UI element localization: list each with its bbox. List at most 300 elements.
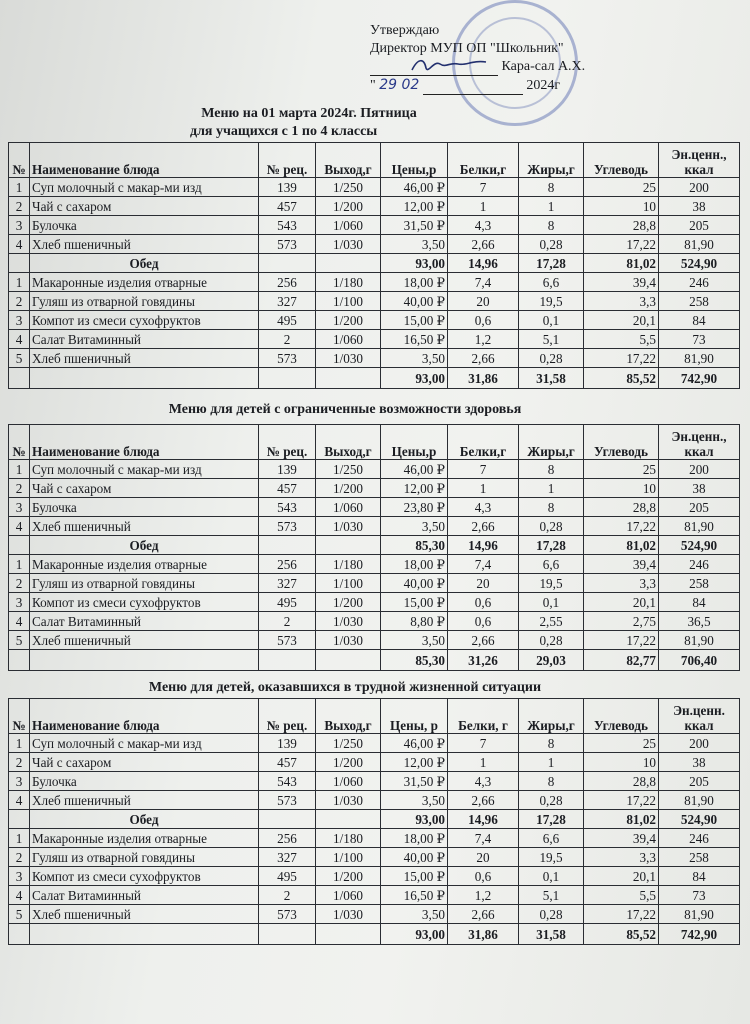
cell-yield: 1/180 xyxy=(316,829,381,848)
cell-fat: 1 xyxy=(519,753,584,772)
cell-num: 4 xyxy=(9,235,30,254)
header-name: Наименование блюда xyxy=(30,143,259,178)
table-row xyxy=(9,829,740,848)
table-row xyxy=(9,867,740,886)
cell-recipe: 495 xyxy=(259,867,316,886)
cell-price: 15,00 ₽ xyxy=(381,311,448,330)
cell-yield: 1/100 xyxy=(316,292,381,311)
cell-num xyxy=(9,650,30,671)
cell-kcal: 81,90 xyxy=(659,905,740,924)
cell-recipe: 2 xyxy=(259,886,316,905)
cell-carbs: 3,3 xyxy=(584,292,659,311)
cell-fat: 5,1 xyxy=(519,886,584,905)
cell-carbs: 10 xyxy=(584,753,659,772)
table-row xyxy=(9,753,740,772)
header-row xyxy=(9,699,740,734)
table-row xyxy=(9,555,740,574)
cell-num: 2 xyxy=(9,479,30,498)
header-protein: Белки, г xyxy=(448,699,519,734)
cell-carbs: 25 xyxy=(584,460,659,479)
cell-kcal: 258 xyxy=(659,292,740,311)
header-price: Цены,р xyxy=(381,425,448,460)
header-carbs: Углеводь xyxy=(584,143,659,178)
cell-protein: 4,3 xyxy=(448,216,519,235)
cell-carbs: 39,4 xyxy=(584,273,659,292)
table-row xyxy=(9,311,740,330)
cell-num: 3 xyxy=(9,867,30,886)
cell-yield xyxy=(316,368,381,389)
cell-kcal: 38 xyxy=(659,753,740,772)
cell-price: 12,00 ₽ xyxy=(381,753,448,772)
cell-recipe: 2 xyxy=(259,330,316,349)
cell-name: Булочка xyxy=(30,772,259,791)
cell-recipe: 256 xyxy=(259,829,316,848)
cell-price: 3,50 xyxy=(381,631,448,650)
cell-fat: 29,03 xyxy=(519,650,584,671)
cell-name: Чай с сахаром xyxy=(30,479,259,498)
cell-carbs: 3,3 xyxy=(584,848,659,867)
cell-yield: 1/250 xyxy=(316,734,381,753)
cell-fat: 19,5 xyxy=(519,574,584,593)
cell-fat: 1 xyxy=(519,479,584,498)
cell-kcal: 246 xyxy=(659,829,740,848)
table-row xyxy=(9,460,740,479)
cell-fat: 17,28 xyxy=(519,810,584,829)
cell-num: 4 xyxy=(9,517,30,536)
cell-carbs: 20,1 xyxy=(584,593,659,612)
cell-num: 1 xyxy=(9,178,30,197)
cell-kcal: 742,90 xyxy=(659,368,740,389)
cell-carbs: 20,1 xyxy=(584,867,659,886)
cell-protein: 2,66 xyxy=(448,517,519,536)
cell-recipe xyxy=(259,924,316,945)
cell-kcal: 73 xyxy=(659,886,740,905)
table-row xyxy=(9,848,740,867)
cell-carbs: 85,52 xyxy=(584,924,659,945)
cell-recipe: 495 xyxy=(259,593,316,612)
cell-fat: 8 xyxy=(519,178,584,197)
header-price: Цены,р xyxy=(381,143,448,178)
cell-fat: 0,28 xyxy=(519,235,584,254)
cell-carbs: 81,02 xyxy=(584,536,659,555)
cell-protein: 0,6 xyxy=(448,593,519,612)
cell-price: 85,30 xyxy=(381,650,448,671)
cell-name: Салат Витаминный xyxy=(30,330,259,349)
table-row xyxy=(9,498,740,517)
cell-num: 4 xyxy=(9,612,30,631)
cell-fat: 19,5 xyxy=(519,848,584,867)
cell-protein: 2,66 xyxy=(448,905,519,924)
cell-name: Хлеб пшеничный xyxy=(30,631,259,650)
cell-price: 16,50 ₽ xyxy=(381,886,448,905)
menu-table xyxy=(8,698,740,945)
cell-num xyxy=(9,924,30,945)
cell-carbs: 82,77 xyxy=(584,650,659,671)
cell-yield: 1/250 xyxy=(316,460,381,479)
cell-name: Гуляш из отварной говядины xyxy=(30,292,259,311)
cell-yield: 1/060 xyxy=(316,498,381,517)
cell-num: 1 xyxy=(9,460,30,479)
cell-carbs: 17,22 xyxy=(584,349,659,368)
cell-kcal: 84 xyxy=(659,593,740,612)
header-carbs: Углеводь xyxy=(584,425,659,460)
table-row xyxy=(9,216,740,235)
cell-recipe: 139 xyxy=(259,460,316,479)
cell-num: 5 xyxy=(9,631,30,650)
cell-name: Суп молочный с макар-ми изд xyxy=(30,178,259,197)
cell-price: 93,00 xyxy=(381,368,448,389)
cell-kcal: 84 xyxy=(659,867,740,886)
cell-num: 2 xyxy=(9,574,30,593)
cell-recipe: 457 xyxy=(259,197,316,216)
approval-line-1: Утверждаю xyxy=(370,23,440,38)
cell-recipe: 573 xyxy=(259,517,316,536)
header-fat: Жиры,г xyxy=(519,425,584,460)
cell-carbs: 17,22 xyxy=(584,791,659,810)
cell-fat: 0,28 xyxy=(519,349,584,368)
cell-yield: 1/200 xyxy=(316,197,381,216)
subtotal-label xyxy=(30,368,259,389)
cell-recipe: 543 xyxy=(259,498,316,517)
cell-price: 15,00 ₽ xyxy=(381,867,448,886)
section-caption: Меню для детей, оказавшихся в трудной жизненной ситуации xyxy=(148,680,542,695)
cell-protein: 7,4 xyxy=(448,829,519,848)
header-fat: Жиры,г xyxy=(519,699,584,734)
subtotal-label: Обед xyxy=(30,254,259,273)
cell-protein: 0,6 xyxy=(448,612,519,631)
cell-carbs: 28,8 xyxy=(584,216,659,235)
cell-kcal: 258 xyxy=(659,848,740,867)
cell-yield: 1/060 xyxy=(316,886,381,905)
cell-kcal: 81,90 xyxy=(659,235,740,254)
cell-kcal: 524,90 xyxy=(659,536,740,555)
cell-kcal: 706,40 xyxy=(659,650,740,671)
cell-price: 3,50 xyxy=(381,791,448,810)
cell-name: Хлеб пшеничный xyxy=(30,791,259,810)
cell-yield xyxy=(316,650,381,671)
cell-recipe xyxy=(259,810,316,829)
cell-protein: 2,66 xyxy=(448,349,519,368)
cell-price: 23,80 ₽ xyxy=(381,498,448,517)
cell-num xyxy=(9,254,30,273)
cell-yield: 1/200 xyxy=(316,479,381,498)
cell-yield: 1/060 xyxy=(316,772,381,791)
table-row xyxy=(9,235,740,254)
header-num: № xyxy=(9,699,30,734)
cell-kcal: 524,90 xyxy=(659,810,740,829)
cell-protein: 31,26 xyxy=(448,650,519,671)
cell-protein: 20 xyxy=(448,848,519,867)
cell-kcal: 205 xyxy=(659,772,740,791)
header-name: Наименование блюда xyxy=(30,425,259,460)
cell-fat: 1 xyxy=(519,197,584,216)
cell-recipe xyxy=(259,650,316,671)
cell-name: Компот из смеси сухофруктов xyxy=(30,593,259,612)
cell-recipe: 2 xyxy=(259,612,316,631)
cell-yield: 1/200 xyxy=(316,311,381,330)
cell-kcal: 200 xyxy=(659,734,740,753)
cell-recipe: 139 xyxy=(259,178,316,197)
cell-protein: 7,4 xyxy=(448,555,519,574)
cell-recipe: 327 xyxy=(259,292,316,311)
cell-num xyxy=(9,810,30,829)
cell-protein: 20 xyxy=(448,292,519,311)
cell-fat: 0,28 xyxy=(519,517,584,536)
cell-name: Компот из смеси сухофруктов xyxy=(30,311,259,330)
cell-recipe: 573 xyxy=(259,791,316,810)
cell-protein: 4,3 xyxy=(448,772,519,791)
cell-recipe: 327 xyxy=(259,574,316,593)
header-price: Цены, р xyxy=(381,699,448,734)
cell-name: Суп молочный с макар-ми изд xyxy=(30,460,259,479)
cell-carbs: 81,02 xyxy=(584,254,659,273)
cell-num: 1 xyxy=(9,829,30,848)
total-row xyxy=(9,368,740,389)
cell-kcal: 38 xyxy=(659,197,740,216)
cell-kcal: 81,90 xyxy=(659,517,740,536)
cell-price: 3,50 xyxy=(381,905,448,924)
table-row xyxy=(9,178,740,197)
cell-yield: 1/030 xyxy=(316,517,381,536)
header-protein: Белки,г xyxy=(448,425,519,460)
cell-fat: 0,28 xyxy=(519,631,584,650)
table-row xyxy=(9,197,740,216)
cell-protein: 14,96 xyxy=(448,536,519,555)
cell-yield xyxy=(316,254,381,273)
cell-price: 15,00 ₽ xyxy=(381,593,448,612)
cell-yield: 1/180 xyxy=(316,273,381,292)
cell-recipe: 457 xyxy=(259,479,316,498)
cell-carbs: 17,22 xyxy=(584,631,659,650)
cell-protein: 7 xyxy=(448,178,519,197)
cell-num: 4 xyxy=(9,330,30,349)
table-row xyxy=(9,479,740,498)
cell-recipe: 573 xyxy=(259,235,316,254)
cell-kcal: 84 xyxy=(659,311,740,330)
cell-protein: 14,96 xyxy=(448,810,519,829)
menu-subtitle: для учащихся с 1 по 4 классы xyxy=(190,124,378,139)
cell-num: 1 xyxy=(9,273,30,292)
approval-year: 2024г xyxy=(526,78,561,93)
cell-yield: 1/030 xyxy=(316,612,381,631)
header-carbs: Углеводь xyxy=(584,699,659,734)
cell-protein: 7 xyxy=(448,460,519,479)
cell-name: Компот из смеси сухофруктов xyxy=(30,867,259,886)
table-row xyxy=(9,292,740,311)
cell-kcal: 258 xyxy=(659,574,740,593)
cell-num: 5 xyxy=(9,349,30,368)
menu-title: Меню на 01 марта 2024г. Пятница xyxy=(201,106,417,121)
cell-kcal: 246 xyxy=(659,555,740,574)
header-kcal: Эн.ценн., ккал xyxy=(659,143,740,178)
cell-protein: 2,66 xyxy=(448,235,519,254)
cell-fat: 0,1 xyxy=(519,867,584,886)
cell-yield xyxy=(316,924,381,945)
cell-kcal: 81,90 xyxy=(659,631,740,650)
cell-name: Булочка xyxy=(30,216,259,235)
cell-num: 1 xyxy=(9,555,30,574)
cell-recipe: 573 xyxy=(259,349,316,368)
cell-name: Суп молочный с макар-ми изд xyxy=(30,734,259,753)
cell-price: 93,00 xyxy=(381,254,448,273)
cell-protein: 31,86 xyxy=(448,924,519,945)
cell-num: 3 xyxy=(9,772,30,791)
cell-carbs: 10 xyxy=(584,479,659,498)
subtotal-label: Обед xyxy=(30,536,259,555)
cell-fat: 0,28 xyxy=(519,905,584,924)
cell-price: 46,00 ₽ xyxy=(381,734,448,753)
cell-price: 12,00 ₽ xyxy=(381,197,448,216)
subtotal-row xyxy=(9,254,740,273)
cell-yield: 1/060 xyxy=(316,216,381,235)
cell-carbs: 20,1 xyxy=(584,311,659,330)
cell-num: 3 xyxy=(9,311,30,330)
cell-fat: 31,58 xyxy=(519,924,584,945)
cell-price: 46,00 ₽ xyxy=(381,178,448,197)
cell-protein: 1,2 xyxy=(448,886,519,905)
cell-num: 2 xyxy=(9,753,30,772)
cell-price: 8,80 ₽ xyxy=(381,612,448,631)
cell-fat: 0,1 xyxy=(519,311,584,330)
cell-kcal: 81,90 xyxy=(659,791,740,810)
cell-yield: 1/060 xyxy=(316,330,381,349)
cell-fat: 0,1 xyxy=(519,593,584,612)
header-num: № xyxy=(9,425,30,460)
cell-name: Гуляш из отварной говядины xyxy=(30,848,259,867)
cell-num: 5 xyxy=(9,905,30,924)
header-recipe: № рец. xyxy=(259,143,316,178)
cell-carbs: 5,5 xyxy=(584,330,659,349)
cell-num: 3 xyxy=(9,593,30,612)
cell-num xyxy=(9,368,30,389)
table-row xyxy=(9,612,740,631)
subtotal-label xyxy=(30,924,259,945)
total-row xyxy=(9,650,740,671)
cell-kcal: 81,90 xyxy=(659,349,740,368)
cell-protein: 0,6 xyxy=(448,867,519,886)
cell-kcal: 742,90 xyxy=(659,924,740,945)
cell-price: 31,50 ₽ xyxy=(381,772,448,791)
cell-price: 40,00 ₽ xyxy=(381,574,448,593)
cell-carbs: 17,22 xyxy=(584,517,659,536)
table-row xyxy=(9,772,740,791)
header-kcal: Эн.ценн. ккал xyxy=(659,699,740,734)
cell-carbs: 85,52 xyxy=(584,368,659,389)
cell-fat: 6,6 xyxy=(519,555,584,574)
cell-num: 2 xyxy=(9,292,30,311)
cell-protein: 1 xyxy=(448,753,519,772)
cell-protein: 4,3 xyxy=(448,498,519,517)
cell-price: 40,00 ₽ xyxy=(381,292,448,311)
cell-recipe: 573 xyxy=(259,905,316,924)
cell-price: 93,00 xyxy=(381,924,448,945)
header-row xyxy=(9,425,740,460)
cell-carbs: 39,4 xyxy=(584,555,659,574)
cell-price: 93,00 xyxy=(381,810,448,829)
approval-block xyxy=(370,22,620,95)
cell-price: 85,30 xyxy=(381,536,448,555)
cell-num: 3 xyxy=(9,498,30,517)
cell-carbs: 17,22 xyxy=(584,905,659,924)
header-yield: Выход,г xyxy=(316,699,381,734)
menu-table xyxy=(8,142,740,389)
header-yield: Выход,г xyxy=(316,143,381,178)
subtotal-label: Обед xyxy=(30,810,259,829)
cell-yield: 1/030 xyxy=(316,905,381,924)
cell-kcal: 200 xyxy=(659,460,740,479)
total-row xyxy=(9,924,740,945)
table-row xyxy=(9,886,740,905)
cell-num: 3 xyxy=(9,216,30,235)
table-row xyxy=(9,791,740,810)
header-name: Наименование блюда xyxy=(30,699,259,734)
cell-num xyxy=(9,536,30,555)
cell-recipe: 543 xyxy=(259,772,316,791)
cell-name: Хлеб пшеничный xyxy=(30,517,259,536)
cell-recipe: 327 xyxy=(259,848,316,867)
cell-yield: 1/250 xyxy=(316,178,381,197)
cell-name: Чай с сахаром xyxy=(30,753,259,772)
cell-yield: 1/200 xyxy=(316,593,381,612)
cell-kcal: 246 xyxy=(659,273,740,292)
header-yield: Выход,г xyxy=(316,425,381,460)
cell-price: 3,50 xyxy=(381,235,448,254)
header-protein: Белки,г xyxy=(448,143,519,178)
cell-fat: 8 xyxy=(519,216,584,235)
table-row xyxy=(9,330,740,349)
cell-carbs: 28,8 xyxy=(584,772,659,791)
cell-kcal: 73 xyxy=(659,330,740,349)
cell-protein: 31,86 xyxy=(448,368,519,389)
menu-table xyxy=(8,424,740,671)
cell-price: 18,00 ₽ xyxy=(381,829,448,848)
cell-name: Макаронные изделия отварные xyxy=(30,829,259,848)
cell-protein: 2,66 xyxy=(448,791,519,810)
cell-recipe: 256 xyxy=(259,273,316,292)
cell-carbs: 28,8 xyxy=(584,498,659,517)
cell-fat: 8 xyxy=(519,498,584,517)
cell-yield: 1/030 xyxy=(316,791,381,810)
cell-recipe xyxy=(259,368,316,389)
cell-price: 3,50 xyxy=(381,349,448,368)
cell-fat: 17,28 xyxy=(519,536,584,555)
date-quote: " xyxy=(370,78,376,93)
section-caption: Меню для детей с ограниченные возможности здоровья xyxy=(168,402,522,417)
cell-price: 12,00 ₽ xyxy=(381,479,448,498)
cell-price: 31,50 ₽ xyxy=(381,216,448,235)
cell-recipe xyxy=(259,254,316,273)
table-row xyxy=(9,631,740,650)
cell-fat: 8 xyxy=(519,734,584,753)
cell-kcal: 205 xyxy=(659,498,740,517)
header-recipe: № рец. xyxy=(259,425,316,460)
cell-kcal: 36,5 xyxy=(659,612,740,631)
cell-price: 18,00 ₽ xyxy=(381,555,448,574)
header-row xyxy=(9,143,740,178)
table-row xyxy=(9,734,740,753)
cell-carbs: 5,5 xyxy=(584,886,659,905)
cell-num: 4 xyxy=(9,791,30,810)
cell-num: 1 xyxy=(9,734,30,753)
cell-carbs: 25 xyxy=(584,178,659,197)
cell-price: 18,00 ₽ xyxy=(381,273,448,292)
cell-yield: 1/200 xyxy=(316,867,381,886)
cell-protein: 7 xyxy=(448,734,519,753)
cell-protein: 7,4 xyxy=(448,273,519,292)
cell-carbs: 81,02 xyxy=(584,810,659,829)
subtotal-row xyxy=(9,810,740,829)
table-row xyxy=(9,593,740,612)
